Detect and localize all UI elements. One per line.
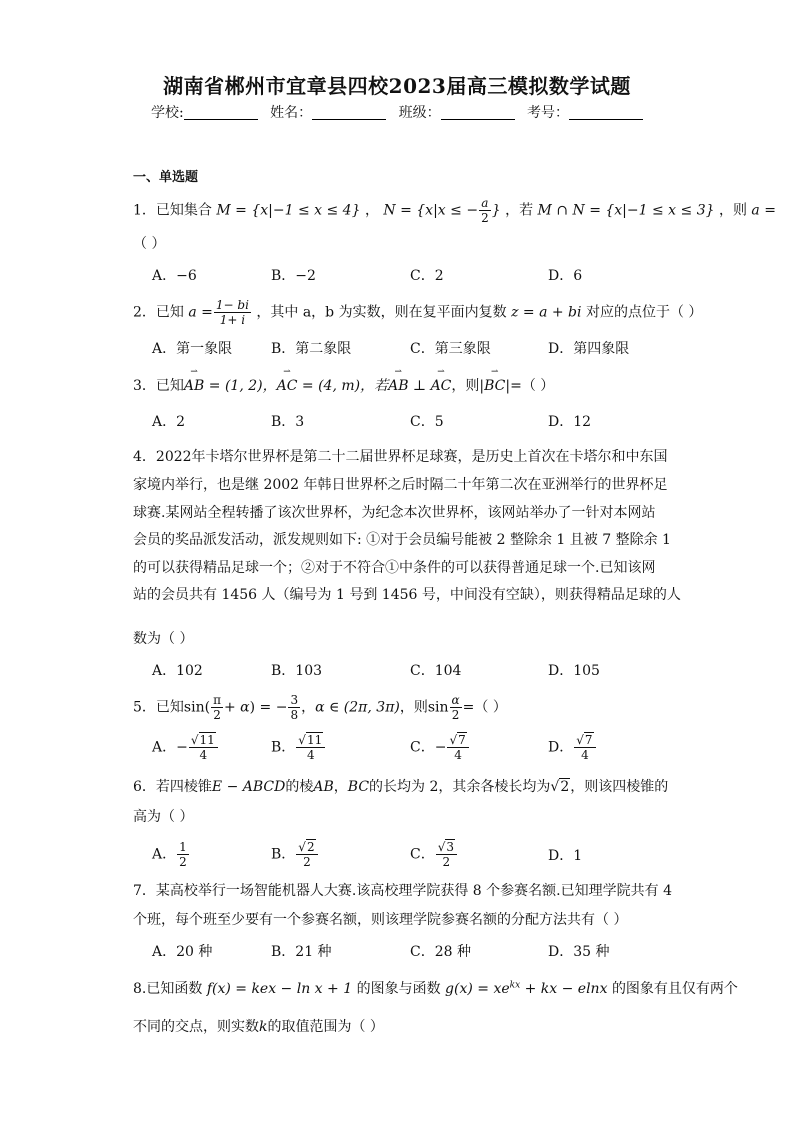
q5-c-label: C．: [410, 739, 435, 756]
q6-text-b: 的棱: [285, 779, 314, 795]
q1-set-m: M = {x|−1 ≤ x ≤ 4}: [216, 202, 361, 219]
q3-text-a: 3．已知: [133, 378, 184, 394]
q3-option-a[interactable]: A．2: [152, 414, 186, 430]
question-6-line-2: 高为（ ）: [133, 809, 194, 825]
q1-set-n-pre: N = {x|x ≤ −: [383, 202, 479, 219]
q8-g: g(x) = xe: [445, 981, 510, 997]
q5-option-a[interactable]: [152, 733, 219, 762]
q2-frac: [214, 298, 251, 327]
student-info-line: [0, 102, 794, 122]
q1-text-b: ，若: [505, 202, 534, 219]
q5-eq: = −: [255, 699, 288, 716]
question-8-line-2: [133, 1016, 384, 1036]
q6-c-label: C．: [410, 846, 435, 863]
question-2-stem: [133, 298, 702, 327]
q5-b-den: 4: [306, 748, 315, 762]
class-label: 班级：: [398, 105, 441, 121]
q5-frac-1: [211, 693, 223, 722]
q5-text-c: ，则: [399, 699, 428, 716]
q5-range: α ∈ (2π, 3π): [315, 699, 400, 716]
q5-plus-alpha: + α: [223, 699, 250, 716]
q5-frac-3-num: α: [451, 693, 460, 707]
q3-option-d[interactable]: D．12: [548, 414, 592, 430]
q7-option-c[interactable]: C．28 种: [410, 944, 471, 960]
q2-frac-num: 1− bi: [215, 298, 249, 312]
q2-option-c[interactable]: C．第三象限: [410, 341, 491, 357]
q7-option-d[interactable]: D．35 种: [548, 944, 610, 960]
q1-text-c: ，则: [718, 202, 747, 219]
q3-vector-ac: ⇀ AC: [277, 378, 298, 394]
question-6-line-1: 6．若四棱锥E − ABCD的棱AB，BC的长均为 2，其余各棱长均为√2，则该四棱锥的: [133, 779, 669, 795]
school-label: 学校:: [150, 105, 184, 121]
q5-sin-2: sin: [427, 699, 449, 716]
q4-line-4: 会员的奖品派发活动，派发规则如下: ①对于会员编号能被 2 整除余 1 且被 7 整除余 1: [133, 532, 671, 548]
q5-text-a: 5．已知: [133, 699, 184, 716]
question-1-stem: [133, 196, 776, 225]
q7-option-b[interactable]: B．21 种: [271, 944, 332, 960]
question-5-stem: 5．已知sin( $\frac{\pi}{2}$ + α) = − $\frac{3}{8}$ ，α ∈ (2π, 3π)，则sin $\frac{\alpha}{2}$ =（ ）: [133, 693, 507, 722]
q5-option-d[interactable]: [548, 733, 597, 762]
q7-option-a[interactable]: A．20 种: [152, 944, 213, 960]
question-8-line-1: [133, 978, 738, 998]
q1-option-a[interactable]: A．−6: [152, 268, 197, 284]
q5-b-frac: $\frac{√11}{4}$: [296, 733, 325, 762]
q8-text-b: 的图象与函数: [356, 981, 441, 997]
q1-option-b[interactable]: B．−2: [271, 268, 316, 284]
q5-frac-3: [450, 693, 462, 722]
q5-frac-2-num: 3: [290, 693, 299, 707]
q6-b-frac: $\frac{√2}{2}$: [296, 840, 317, 869]
q5-frac-2-den: 8: [290, 708, 299, 722]
q6-edge-bc: BC: [347, 779, 370, 795]
q6-a-frac: [177, 840, 189, 869]
q6-text-a: 6．若四棱锥: [133, 779, 212, 795]
q4-option-d[interactable]: D．105: [548, 663, 600, 679]
q5-b-label: B．: [271, 739, 296, 756]
q5-text-d: =（ ）: [462, 699, 507, 716]
q5-option-c[interactable]: [410, 733, 470, 762]
q1-frac-den: 2: [481, 211, 489, 225]
q1-set-n-post: }: [491, 202, 501, 219]
q6-b-label: B．: [271, 846, 296, 863]
q5-frac-1-den: 2: [213, 708, 221, 722]
q6-a-label: A．: [152, 846, 177, 863]
q3-option-b[interactable]: B．3: [271, 414, 305, 430]
q8-k: k: [259, 1019, 268, 1035]
q3-vector-ab-2: ⇀ AB: [388, 378, 408, 394]
q5-frac-1-num: π: [213, 693, 221, 707]
q5-d-den: 4: [581, 748, 589, 762]
q6-root-2: 2: [560, 779, 570, 795]
q3-perp: ⊥: [408, 378, 431, 394]
q2-text-b: ，其中 a，b 为实数，则在复平面内复数: [256, 304, 507, 321]
q6-b-den: 2: [303, 855, 311, 869]
class-blank[interactable]: [441, 105, 515, 120]
q5-d-frac: $\frac{√7}{4}$: [574, 733, 595, 762]
q4-option-a[interactable]: A．102: [152, 663, 203, 679]
q3-vector-ab: ⇀ AB: [184, 378, 204, 394]
q3-text-b: ，则: [451, 378, 480, 394]
q2-frac-den: 1+ i: [219, 313, 246, 327]
q2-option-a[interactable]: A．第一象限: [152, 341, 233, 357]
q1-option-d[interactable]: D．6: [548, 268, 583, 284]
q6-option-c[interactable]: [410, 840, 458, 869]
q4-option-c[interactable]: C．104: [410, 663, 462, 679]
q3-vector-bc: ⇀ BC: [484, 378, 505, 394]
q8-line2-a: 不同的交点，则实数: [133, 1019, 259, 1035]
q4-line-3: 球赛.某网站全程转播了该次世界杯，为纪念本次世界杯，该网站举办了一针对本网站: [133, 505, 656, 521]
q8-text-c: 的图象有且仅有两个: [611, 981, 738, 997]
q8-g-2: + kx − elnx: [520, 981, 608, 997]
q6-sep: ，: [333, 779, 348, 795]
q6-c-den: 2: [442, 855, 451, 869]
q3-option-c[interactable]: C．5: [410, 414, 444, 430]
q6-edge-ab: AB: [313, 779, 334, 795]
q4-line-5: 的可以获得精品足球一个；②对于不符合①中条件的可以获得普通足球一个.已知该网: [133, 560, 656, 576]
q1-option-c[interactable]: C．2: [410, 268, 444, 284]
q8-g-sup: kx: [509, 980, 521, 991]
q5-a-sign: −: [176, 739, 188, 756]
q1-text-a: 1．已知集合: [133, 202, 212, 219]
q3-vector-ab-value: = (1, 2)，: [204, 378, 277, 394]
q6-option-b[interactable]: [271, 840, 319, 869]
q6-a-den: 2: [179, 855, 187, 869]
q5-a-den: 4: [199, 748, 208, 762]
q6-c-frac: $\frac{√3}{2}$: [436, 840, 457, 869]
q1-comma: ，: [364, 202, 379, 219]
q2-text-a: 2．已知: [133, 304, 184, 321]
q5-c-frac: $\frac{√7}{4}$: [447, 733, 468, 762]
q4-line-7: 数为（ ）: [133, 631, 194, 647]
question-3-stem: 3．已知⇀ AB = (1, 2)，⇀ AC = (4, m)，若⇀ AB ⊥ ⇀ AC，则|⇀ BC|=（ ）: [133, 375, 554, 395]
q5-a-frac: $\frac{√11}{4}$: [189, 733, 218, 762]
q3-vector-ac-2: ⇀ AC: [431, 378, 452, 394]
q1-continuation: （ ）: [133, 236, 166, 252]
q4-line-6: 站的会员共有 1456 人（编号为 1 号到 1456 号，中间没有空缺），则获得精品足球的人: [133, 587, 681, 603]
q2-option-d[interactable]: D．第四象限: [548, 341, 630, 357]
number-blank[interactable]: [569, 105, 643, 120]
q5-c-num: 7: [458, 733, 466, 747]
q6-pyramid: E − ABCD: [211, 779, 286, 795]
q8-text-a: 8.已知函数: [133, 981, 203, 997]
q5-c-den: 4: [454, 748, 462, 762]
q5-c-sign: −: [434, 739, 447, 756]
q1-frac-num: a: [479, 196, 491, 211]
q6-b-num: 2: [306, 840, 315, 854]
page-title: 湖南省郴州市宜章县四校2023届高三模拟数学试题: [163, 74, 631, 98]
q5-frac-2: [288, 693, 300, 722]
q5-sin-1: sin: [183, 699, 205, 716]
q2-var: a =: [188, 304, 213, 321]
q5-d-label: D．: [548, 739, 574, 756]
q1-var: a =: [751, 202, 776, 219]
q7-line-1: 7．某高校举行一场智能机器人大赛.该高校理学院获得 8 个参赛名额.已知理学院共有 4: [133, 883, 672, 899]
q6-option-d[interactable]: D．1: [548, 848, 583, 864]
q4-line-2: 家境内举行，也是继 2002 年韩日世界杯之后时隔二十年第二次在亚洲举行的世界杯足: [133, 477, 668, 493]
q2-text-c: 对应的点位于（ ）: [585, 304, 703, 321]
q8-line2-b: 的取值范围为（ ）: [267, 1019, 384, 1035]
q5-d-num: 7: [584, 733, 593, 747]
q5-option-b[interactable]: [271, 733, 326, 762]
section-heading: 一、单选题: [133, 170, 199, 185]
q3-vector-ac-value: = (4, m)，若: [297, 378, 389, 394]
q6-option-a[interactable]: [152, 840, 190, 869]
q2-option-b[interactable]: B．第二象限: [271, 341, 352, 357]
q6-c-num: 3: [446, 840, 455, 854]
q5-a-label: A．: [152, 739, 177, 756]
q8-f: f(x) = kex − ln x + 1: [206, 981, 353, 997]
q7-line-2: 个班，每个班至少要有一个参赛名额，则该理学院参赛名额的分配方法共有（ ）: [133, 912, 628, 928]
q1-frac: [479, 196, 491, 225]
q5-frac-3-den: 2: [451, 708, 460, 722]
q2-expr: z = a + bi: [511, 304, 582, 321]
q4-line-1: 4．2022年卡塔尔世界杯是第二十二届世界杯足球赛，是历史上首次在卡塔尔和中东国: [133, 449, 668, 465]
q6-text-d: ，则该四棱锥的: [570, 779, 669, 795]
name-label: 姓名：: [270, 105, 313, 121]
school-blank[interactable]: [184, 105, 258, 120]
q5-a-num: 11: [199, 733, 215, 747]
q6-a-num: 1: [179, 840, 187, 854]
name-blank[interactable]: [312, 105, 386, 120]
q1-intersection: M ∩ N = {x|−1 ≤ x ≤ 3}: [537, 202, 715, 219]
q3-text-c: =（ ）: [510, 378, 555, 394]
q5-text-b: ，: [301, 699, 316, 716]
q5-b-num: 11: [306, 733, 323, 747]
number-label: 考号：: [527, 105, 570, 121]
q4-option-b[interactable]: B．103: [271, 663, 323, 679]
q6-text-c: 的长均为 2，其余各棱长均为: [369, 779, 551, 795]
